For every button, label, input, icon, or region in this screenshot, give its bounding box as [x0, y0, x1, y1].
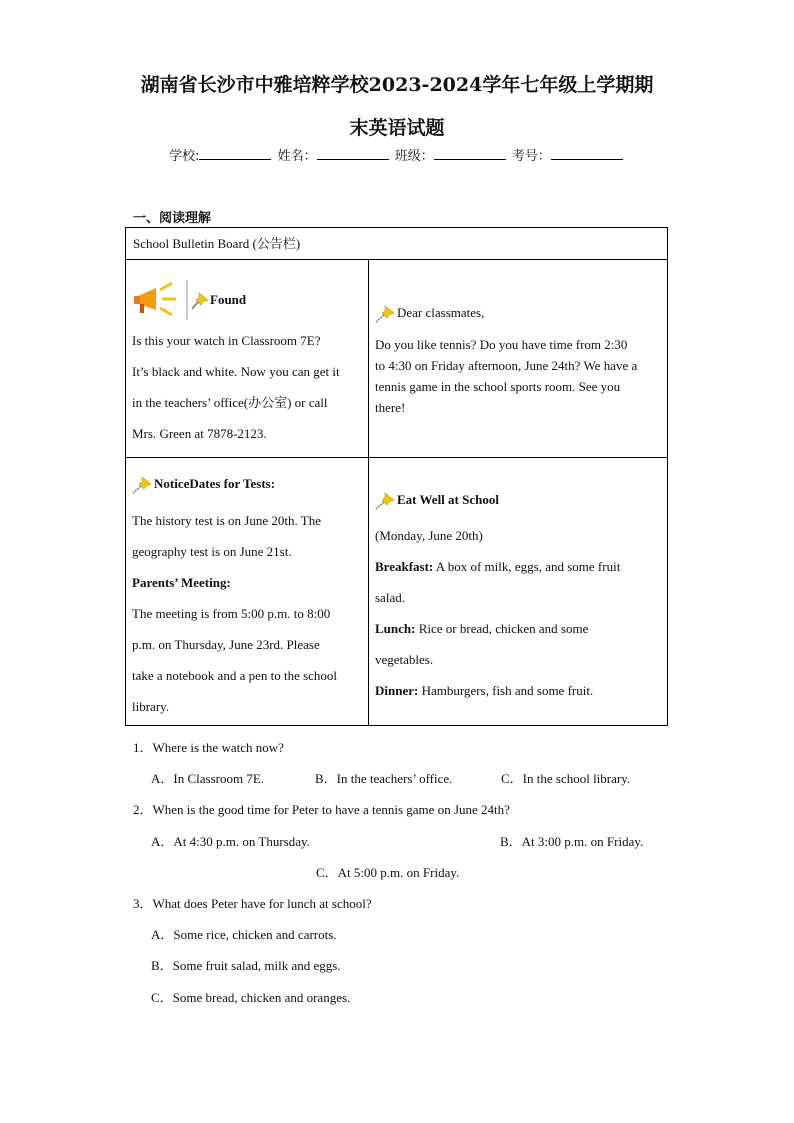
question-2: 2．When is the good time for Peter to have a tennis game on June 24th?: [133, 802, 510, 817]
breakfast-text: A box of milk, eggs, and some fruit: [433, 559, 621, 574]
pushpin-icon: [190, 278, 210, 322]
q2-option-a[interactable]: A．At 4:30 p.m. on Thursday.: [151, 834, 310, 849]
notice-line: geography test is on June 21st.: [132, 544, 292, 559]
id-label: 考号：: [511, 149, 551, 164]
breakfast-label: Breakfast:: [375, 559, 434, 574]
found-notice: [132, 278, 362, 449]
eat-date: (Monday, June 20th): [375, 528, 483, 543]
name-blank[interactable]: [317, 147, 389, 160]
class-label: 班级：: [394, 149, 434, 164]
eat-well-notice: [375, 484, 667, 706]
q3-option-c[interactable]: C．Some bread, chicken and oranges.: [151, 990, 351, 1005]
school-blank[interactable]: [199, 147, 271, 160]
eat-title: Eat Well at School: [397, 492, 499, 507]
id-blank[interactable]: [551, 147, 623, 160]
lunch-line-2: vegetables.: [375, 652, 434, 667]
question-1: 1．Where is the watch now?: [133, 740, 284, 755]
meeting-line: take a notebook and a pen to the school: [132, 668, 338, 683]
divider: [126, 457, 667, 458]
notice-line: The history test is on June 20th. The: [132, 513, 321, 528]
found-line: It’s black and white. Now you can get it: [132, 364, 340, 379]
notice-title: NoticeDates for Tests:: [154, 476, 276, 491]
dinner-label: Dinner:: [375, 683, 419, 698]
test-dates-notice: [132, 468, 364, 722]
bulletin-board: [125, 227, 668, 726]
board-heading: School Bulletin Board (公告栏): [133, 236, 301, 251]
found-header: [132, 278, 362, 322]
pushpin-icon: [375, 305, 397, 320]
pushpin-icon: [132, 476, 154, 491]
q3-option-a[interactable]: A．Some rice, chicken and carrots.: [151, 927, 337, 942]
q2-option-c[interactable]: C．At 5:00 p.m. on Friday.: [316, 865, 460, 880]
q1-option-c[interactable]: C．In the school library.: [501, 771, 631, 786]
meeting-line: The meeting is from 5:00 p.m. to 8:00: [132, 606, 331, 621]
lunch-label: Lunch:: [375, 621, 416, 636]
student-info-line: [0, 145, 794, 164]
found-line: in the teachers’ office(办公室) or call: [132, 395, 328, 410]
dinner-line: [375, 675, 667, 706]
tennis-notice: [375, 302, 665, 418]
tennis-line: to 4:30 on Friday afternoon, June 24th? We have a: [375, 358, 638, 374]
found-line: Mrs. Green at 7878-2123.: [132, 426, 267, 441]
meeting-line: p.m. on Thursday, June 23rd. Please: [132, 637, 320, 652]
name-label: 姓名：: [277, 149, 317, 164]
q2-option-b[interactable]: B．At 3:00 p.m. on Friday.: [500, 834, 644, 849]
exam-title-line1: 湖南省长沙市中雅培粹学校2023-2024学年七年级上学期期: [140, 74, 654, 96]
megaphone-icon: [132, 280, 188, 320]
tennis-line: tennis game in the school sports room. See you: [375, 379, 621, 395]
tennis-line: there!: [375, 400, 406, 416]
lunch-line: [375, 613, 667, 644]
pushpin-icon: [375, 492, 397, 507]
found-title: Found: [210, 292, 247, 307]
eat-header: [375, 484, 667, 515]
divider: [368, 259, 369, 725]
meeting-title: Parents’ Meeting:: [132, 575, 231, 590]
notice-header: [132, 468, 364, 499]
question-3: 3．What does Peter have for lunch at school?: [133, 896, 372, 911]
dinner-text: Hamburgers, fish and some fruit.: [418, 683, 594, 698]
tennis-greeting: Dear classmates,: [397, 305, 485, 320]
meeting-line: library.: [132, 699, 170, 714]
school-label: 学校:: [169, 149, 200, 164]
found-line: Is this your watch in Classroom 7E?: [132, 333, 321, 348]
q3-option-b[interactable]: B．Some fruit salad, milk and eggs.: [151, 958, 341, 973]
q1-option-a[interactable]: A．In Classroom 7E.: [151, 771, 265, 786]
class-blank[interactable]: [434, 147, 506, 160]
exam-title-line2: 末英语试题: [349, 117, 445, 139]
tennis-line: Do you like tennis? Do you have time from 2:30: [375, 337, 628, 353]
divider: [126, 259, 667, 260]
tennis-greeting-row: [375, 302, 665, 324]
q1-option-b[interactable]: B．In the teachers’ office.: [315, 771, 453, 786]
section-title: 一、阅读理解: [133, 211, 212, 226]
breakfast-line-2: salad.: [375, 590, 405, 605]
lunch-text: Rice or bread, chicken and some: [415, 621, 589, 636]
breakfast-line: [375, 551, 667, 582]
